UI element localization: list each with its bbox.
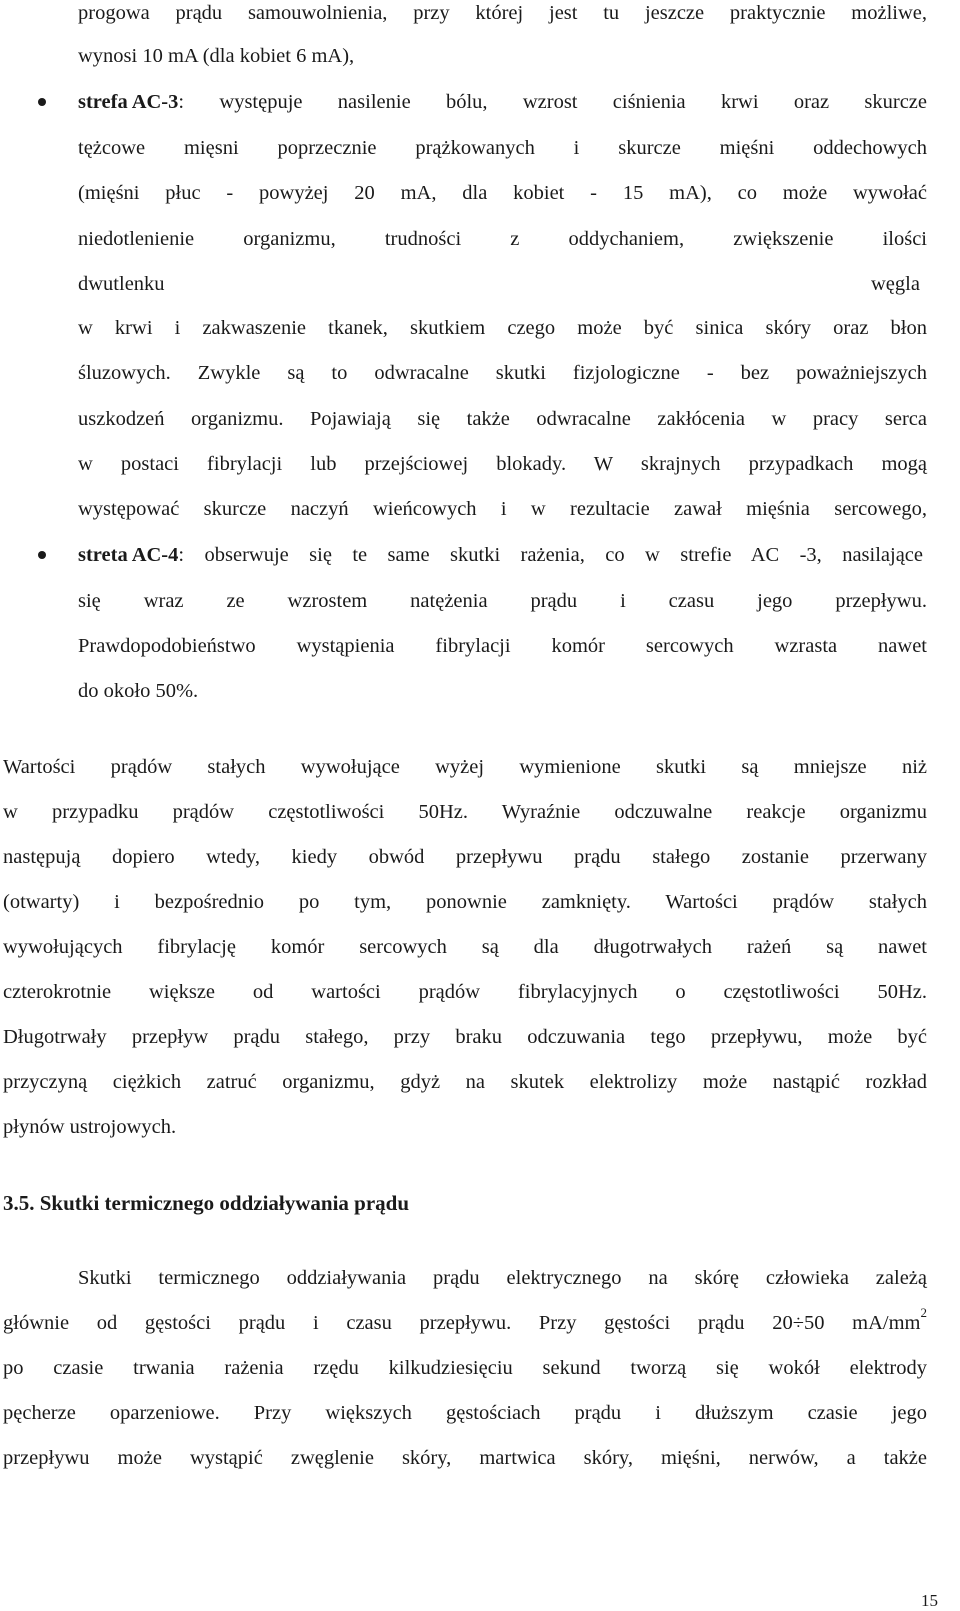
list-item-term: strefa AC-3 [78, 91, 179, 113]
list-text-line: tężcowe mięsni poprzecznie prążkowanych i skurcze mięśni oddechowych [78, 137, 927, 159]
bullet-icon [38, 98, 46, 106]
paragraph-line: pęcherze oparzeniowe. Przy większych gęstościach prądu i dłuższym czasie jego [3, 1402, 927, 1424]
paragraph-line [3, 1305, 927, 1334]
list-text-line: wynosi 10 mA (dla kobiet 6 mA), [78, 45, 355, 67]
list-item-first-line [78, 92, 927, 113]
section-heading: 3.5. Skutki termicznego oddziaływania prądu [3, 1191, 410, 1215]
list-text-line: w krwi i zakwaszenie tkanek, skutkiem czego może być sinica skóry oraz błon [78, 317, 927, 339]
list-text-line: uszkodzeń organizmu. Pojawiają się także odwracalne zakłócenia w pracy serca [78, 408, 927, 430]
paragraph-line: przepływu może wystąpić zwęglenie skóry, martwica skóry, mięśni, nerwów, a także [3, 1447, 927, 1469]
paragraph-line: wywołujących fibrylację komór sercowych są dla długotrwałych rażeń są nawet [3, 936, 927, 958]
paragraph-line: po czasie trwania rażenia rzędu kilkudziesięciu sekund tworzą się wokół elektrody [3, 1357, 927, 1379]
list-text-line: dwutlenku [78, 273, 165, 295]
paragraph-text: głównie od gęstości prądu i czasu przepływu. Przy gęstości prądu 20÷50 mA/mm [3, 1312, 921, 1334]
list-text-line: śluzowych. Zwykle są to odwracalne skutki fizjologiczne - bez poważniejszych [78, 362, 927, 384]
superscript: 2 [920, 1305, 927, 1320]
list-text-line: występować skurcze naczyń wieńcowych i w rezultacie zawał mięśnia sercowego, [78, 498, 927, 520]
paragraph-line: czterokrotnie większe od wartości prądów fibrylacyjnych o częstotliwości 50Hz. [3, 981, 927, 1003]
list-text-line: węgla [871, 273, 920, 295]
paragraph-line: (otwarty) i bezpośrednio po tym, ponownie zamknięty. Wartości prądów stałych [3, 891, 927, 913]
list-text-line: : obserwuje się te same skutki rażenia, co w strefie AC -3, nasilające [178, 544, 923, 566]
list-text-line: niedotlenienie organizmu, trudności z oddychaniem, zwiększenie ilości [78, 228, 927, 250]
paragraph-line: następują dopiero wtedy, kiedy obwód przepływu prądu stałego zostanie przerwany [3, 846, 927, 868]
list-item-term: streta AC-4 [78, 544, 179, 566]
paragraph-line: w przypadku prądów częstotliwości 50Hz. Wyraźnie odczuwalne reakcje organizmu [3, 801, 927, 823]
list-text-line: (mięśni płuc - powyżej 20 mA, dla kobiet - 15 mA), co może wywołać [78, 182, 927, 204]
paragraph-line: Długotrwały przepływ prądu stałego, przy braku odczuwania tego przepływu, może być [3, 1026, 927, 1048]
list-text-line: Prawdopodobieństwo wystąpienia fibrylacji komór sercowych wzrasta nawet [78, 635, 927, 657]
page-number: 15 [921, 1591, 938, 1610]
list-text-line: w postaci fibrylacji lub przejściowej blokady. W skrajnych przypadkach mogą [78, 453, 927, 475]
paragraph-line: Skutki termicznego oddziaływania prądu elektrycznego na skórę człowieka zależą [78, 1267, 927, 1289]
paragraph-line: Wartości prądów stałych wywołujące wyżej wymienione skutki są mniejsze niż [3, 756, 927, 778]
list-item-first-line [78, 545, 923, 566]
list-text-line: progowa prądu samouwolnienia, przy której jest tu jeszcze praktycznie możliwe, [78, 2, 927, 24]
list-text-line: się wraz ze wzrostem natężenia prądu i czasu jego przepływu. [78, 590, 927, 612]
bullet-icon [38, 551, 46, 559]
paragraph-line: przyczyną ciężkich zatruć organizmu, gdyż na skutek elektrolizy może nastąpić rozkład [3, 1071, 927, 1093]
list-text-line: : występuje nasilenie bólu, wzrost ciśnienia krwi oraz skurcze [178, 91, 927, 113]
list-text-line: do około 50%. [78, 680, 199, 702]
paragraph-line: płynów ustrojowych. [3, 1116, 177, 1138]
